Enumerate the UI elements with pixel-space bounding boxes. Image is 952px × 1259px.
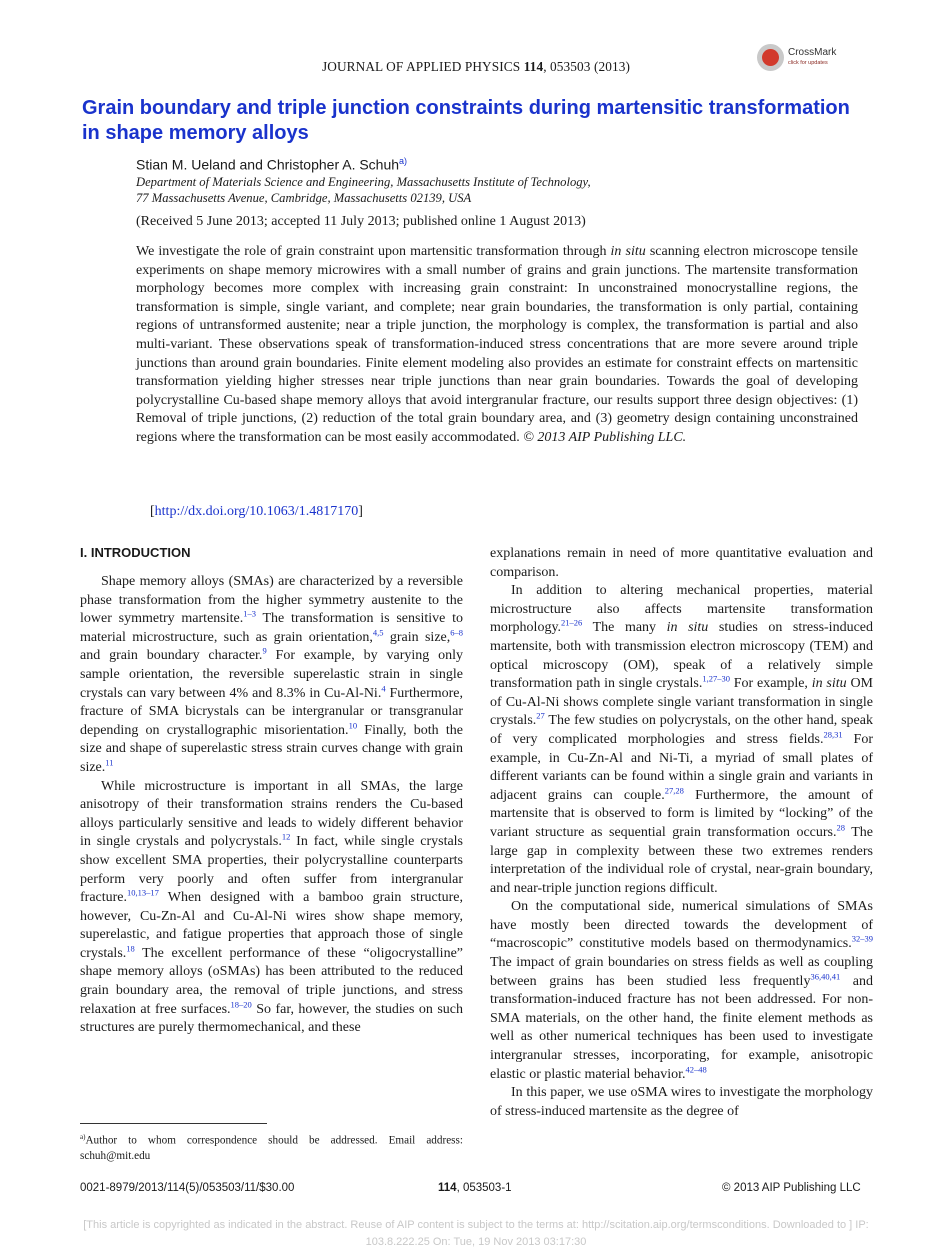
disclaimer-line-1: [This article is copyrighted as indicated in the abstract. Reuse of AIP content is subject to the terms at: http://scitation.aip.org/termsconditions. Downloaded to ] IP: [83,1219,869,1231]
citation-ref[interactable]: 36,40,41 [810,971,841,981]
abstract-text-cont: scanning electron microscope tensile experiments on shape memory microwires with a small number of grains and grain junctions. The martensite transformation morphology becomes more complex with increasing grain constraint: In unconstrained monocrystalline regions, the transformation is simple, single variant, and complete; near grain boundaries, the transformation is only partial, containing regions of untransformed austenite; near a triple junction, the morphology is complex, the transformation is partial and also multi-variant. These observations speak of transformation-induced stress concentrations that are more severe around triple junctions than around grain boundaries. Finite element modeling also provides an estimate for constraint effects on martensitic transformation yielding higher stresses near triple junctions than near grain boundaries. Towards the goal of developing polycrystalline Cu-based shape memory alloys that avoid intergranular fracture, our results support three design objectives: (1) Removal of triple junctions, (2) reduction of the total grain boundary area, and (3) geometry design containing unconstrained regions where the transformation can be most easily accommodated. [136,244,858,445]
paragraph: In this paper, we use oSMA wires to investigate the morphology of stress-induced martensite as the degree of [490,1085,873,1119]
footnote-divider [80,1123,267,1124]
citation-ref[interactable]: 27,28 [664,785,684,796]
paragraph: explanations remain in need of more quantitative evaluation and comparison. [490,546,873,580]
affiliation [136,174,696,206]
citation-ref[interactable]: 11 [105,757,114,768]
crossmark-icon [757,44,784,71]
paragraph: On the computational side, numerical simulations of SMAs have mostly been directed towards the development of “macroscopic” constitutive models based on thermodynamics.$^{32-39}$ The impact of grain boundaries on stress fields as well as coupling between grains has been studied less frequently$^{36,40,41}$ and transformation-induced fracture has not been addressed. For non-SMA materials, on the other hand, the finite element methods as well as other numerical techniques has been used to investigate intergranular stresses, incorporating, for example, anisotropic elastic or plastic material behavior.$^{42-48}$ [490,899,874,1082]
author-list [136,156,407,173]
citation-ref[interactable]: 42–48 [685,1063,707,1074]
crossmark-sublabel: click for updates [788,60,828,66]
citation-ref[interactable]: 28 [836,822,845,833]
crossmark-label: CrossMark [788,47,837,58]
footnote-text: Author to whom correspondence should be addressed. Email address: schuh@mit.edu [80,1134,463,1162]
footer-page [438,1182,512,1194]
citation-ref[interactable]: 18 [126,943,135,954]
disclaimer-line-2: 103.8.222.25 On: Tue, 19 Nov 2013 03:17:30 [365,1236,587,1248]
article-info: , 053503 (2013) [543,59,631,74]
left-column [80,573,463,1038]
citation-ref[interactable]: 4 [381,682,386,693]
article-title: Grain boundary and triple junction constraints during martensitic transformation in shape memory alloys [82,97,850,144]
citation-ref[interactable]: 18–20 [230,999,252,1009]
citation-ref[interactable]: 6–8 [450,627,463,638]
citation-ref[interactable]: 9 [262,645,267,656]
paragraph: In addition to altering mechanical properties, material microstructure also affects martensite transformation morphology.$^{21-26}$ The many in situ studies on stress-induced martensite, both with transmission electron microscopy (TEM) and optical microscopy (OM), speak of a relatively simple transformation path in single crystals.$^{1,27-30}$ For example, in situ OM of Cu-Al-Ni shows complete single variant transformation in single crystals.$^{27}$ The few studies on polycrystals, on the other hand, speak of very complicated morphologies and stress fields.$^{28,31}$ For example, in Cu-Zn-Al and Ni-Ti, a myriad of small plates of different variants can be found within a single grain and variants in adjacent grains can couple.$^{27,28}$ Furthermore, the amount of martensite that is observed to form is limited by “locking” of the variant structure as sequential grain transformation occurs.$^{28}$ The large gap in complexity between these two extremes renders interpretation of the individual role of crystal, near-grain boundary, and near-triple junction regions difficult. [490,583,874,896]
affiliation-line-1: Department of Materials Science and Engineering, Massachusetts Institute of Technology, [136,175,591,189]
paragraph: Shape memory alloys (SMAs) are characterized by a reversible phase transformation from the higher symmetry austenite to the lower symmetry martensite.$^{1-3}$ The transformation is sensitive to material microstructure, such as grain orientation,$^{4,5}$ grain size,$^{6-8}$ and grain boundary character.$^9$ For example, by varying only sample orientation, the reversible superelastic strain in single crystals can vary between 4% and 8.3% in Cu-Al-Ni.$^4$ Furthermore, fracture of SMA bicrystals can be intergranular or transgranular depending on crystallographic misorientation.$^{10}$ Finally, both the size and shape of superelastic stress strain curves change with grain size.$^{11}$ [80,574,464,775]
footnote-mark: a) [80,1133,86,1141]
paragraph: While microstructure is important in all SMAs, the large anisotropy of their transformation strains renders the Cu-based alloys particularly sensitive and leads to widely different behavior in single crystals and polycrystals.$^{12}$ In fact, while single crystals show excellent SMA properties, their polycrystalline counterparts perform very poorly and often suffer from intergranular fracture.$^{10,13-17}$ When designed with a bamboo grain structure, however, Cu-Zn-Al and Cu-Al-Ni wires show shape memory, superelastic, and fatigue properties that approach those of single crystals.$^{18}$ The excellent performance of these “oligocrystalline” shape memory alloys (oSMAs) has been attributed to the reduced grain boundary area, the removal of triple junctions, and stress relaxation at free surfaces.$^{18-20}$ So far, however, the studies on such structures are purely thermomechanical, and these [80,778,464,1036]
citation-ref[interactable]: 12 [281,831,291,842]
right-column [490,545,873,1121]
received-dates: (Received 5 June 2013; accepted 11 July 2013; published online 1 August 2013) [136,214,586,229]
footer-issn: 0021-8979/2013/114(5)/053503/11/$30.00 [80,1182,295,1194]
abstract-copyright: © 2013 AIP Publishing LLC. [523,429,687,445]
journal-volume: 114 [523,59,544,74]
doi-link[interactable]: [http://dx.doi.org/10.1063/1.4817170] [150,504,363,519]
footer-page-number: , 053503-1 [456,1182,512,1194]
crossmark-badge[interactable] [757,44,847,72]
author-footnote-mark[interactable]: a) [399,156,408,166]
citation-ref[interactable]: 1,27–30 [702,673,730,684]
citation-ref[interactable]: 32–39 [851,933,873,944]
footer-copyright: © 2013 AIP Publishing LLC [722,1182,861,1194]
citation-ref[interactable]: 27 [536,710,545,721]
citation-ref[interactable]: 10 [348,720,358,731]
abstract [136,243,858,448]
abstract-italic: in situ [610,244,646,259]
footer-volume: 114 [438,1182,457,1194]
author-names: Stian M. Ueland and Christopher A. Schuh [136,156,400,173]
doi-url[interactable]: http://dx.doi.org/10.1063/1.4817170 [154,504,359,519]
abstract-text: We investigate the role of grain constraint upon martensitic transformation through [136,244,611,259]
affiliation-line-2: 77 Massachusetts Avenue, Cambridge, Massachusetts 02139, USA [136,191,472,205]
section-heading: I. INTRODUCTION [80,545,191,560]
citation-ref[interactable]: 21–26 [561,617,583,628]
citation-ref[interactable]: 28,31 [823,729,843,740]
download-disclaimer [0,1217,952,1251]
journal-name: JOURNAL OF APPLIED PHYSICS [321,59,521,74]
footnote [80,1130,463,1164]
citation-ref[interactable]: 10,13–17 [127,887,159,898]
citation-ref[interactable]: 1–3 [243,608,256,619]
citation-ref[interactable]: 4,5 [372,627,384,638]
